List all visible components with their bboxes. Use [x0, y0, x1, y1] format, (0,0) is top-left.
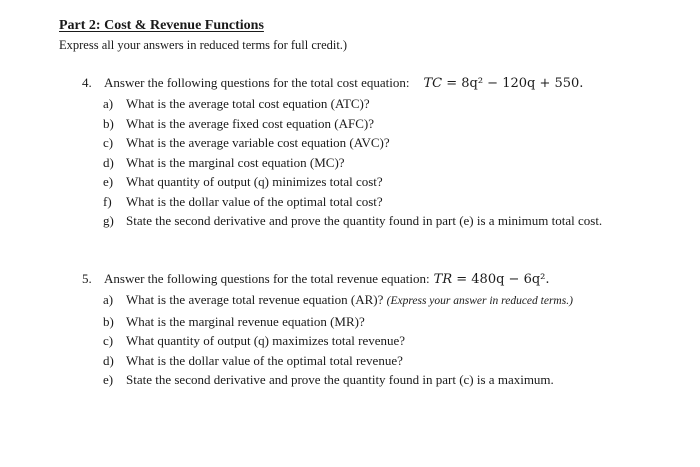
- list-item: [82, 133, 662, 153]
- list-item: [82, 153, 662, 173]
- item-letter: b): [103, 115, 114, 131]
- list-item: [82, 351, 662, 371]
- question-text: Answer the following questions for the total revenue equation:: [104, 271, 430, 286]
- list-item: [82, 94, 662, 114]
- equation-lhs: TR: [433, 272, 453, 287]
- item-text: What is the average fixed cost equation (AFC)?: [126, 115, 374, 131]
- equation-rhs: = 480q − 6q².: [456, 272, 550, 287]
- part-title: Part 2: Cost & Revenue Functions: [59, 18, 264, 33]
- item-letter: d): [103, 154, 114, 170]
- item-letter: f): [103, 193, 112, 209]
- list-item: [82, 172, 662, 192]
- instructions: Express all your answers in reduced terms for full credit.): [59, 38, 348, 52]
- question-5-subitems: [82, 290, 662, 390]
- total-cost-equation: [423, 75, 583, 93]
- item-letter: d): [103, 352, 114, 368]
- item-text: What is the dollar value of the optimal total revenue?: [126, 352, 403, 368]
- equation-lhs: TC: [423, 76, 443, 91]
- item-text: What is the average total revenue equation (AR)?: [126, 292, 384, 307]
- list-item: [82, 370, 662, 390]
- item-letter: b): [103, 313, 114, 329]
- item-text: What is the marginal cost equation (MC)?: [126, 154, 345, 170]
- list-item: [82, 312, 662, 332]
- list-item: [82, 211, 662, 231]
- item-text: What quantity of output (q) maximizes total revenue?: [126, 333, 406, 348]
- question-number: 5.: [82, 271, 92, 286]
- item-text: State the second derivative and prove the quantity found in part (c) is a maximum.: [126, 372, 554, 387]
- item-text: What quantity of output (q) minimizes total cost?: [126, 174, 383, 189]
- question-number: 4.: [82, 75, 92, 90]
- item-text: What is the average variable cost equation (AVC)?: [126, 135, 390, 150]
- question-4-header: [82, 74, 662, 92]
- question-4: [82, 74, 662, 231]
- item-note: (Express your answer in reduced terms.): [386, 295, 573, 307]
- equation-rhs: = 8q² − 120q + 550.: [446, 76, 584, 91]
- list-item: [82, 290, 662, 312]
- item-letter: a): [103, 292, 114, 307]
- item-letter: a): [103, 96, 114, 111]
- item-letter: c): [103, 135, 114, 150]
- item-letter: e): [103, 372, 114, 387]
- item-text: State the second derivative and prove the quantity found in part (e) is a minimum total cost.: [126, 213, 603, 228]
- question-text: Answer the following questions for the total cost equation:: [104, 75, 410, 90]
- item-text: What is the dollar value of the optimal total cost?: [126, 193, 383, 209]
- list-item: [82, 331, 662, 351]
- item-letter: c): [103, 333, 114, 348]
- item-text: What is the average total cost equation (ATC)?: [126, 96, 370, 111]
- question-4-subitems: [82, 94, 662, 231]
- item-letter: g): [103, 213, 114, 228]
- total-revenue-equation: [434, 271, 550, 289]
- question-5-header: [82, 270, 662, 288]
- item-letter: e): [103, 174, 114, 189]
- list-item: [82, 114, 662, 134]
- question-5: [82, 270, 662, 390]
- item-text: What is the marginal revenue equation (MR)?: [126, 313, 365, 329]
- list-item: [82, 192, 662, 212]
